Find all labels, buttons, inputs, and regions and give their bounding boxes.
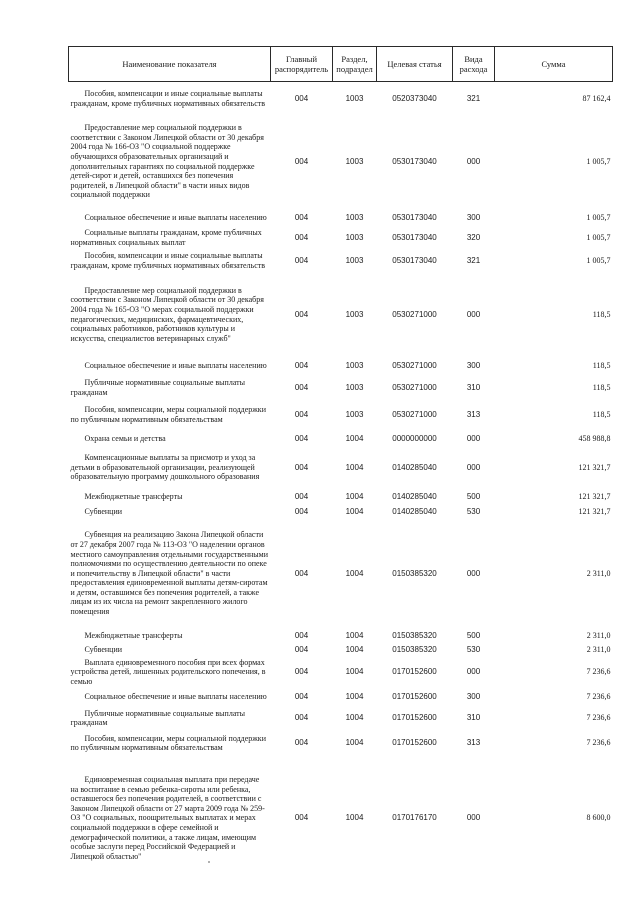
table-header-row: [69, 47, 613, 82]
table-body: [69, 82, 613, 879]
row-exp-type: 530: [466, 506, 481, 516]
row-sum: 7 236,6: [586, 738, 611, 748]
row-exp-type: 000: [466, 433, 481, 443]
row-sum: 118,5: [592, 382, 611, 392]
table-row: [69, 686, 613, 708]
row-article: 0530271000: [392, 360, 437, 370]
row-section: 1004: [345, 667, 364, 677]
header-section: Раздел, подраздел: [333, 47, 377, 82]
row-exp-type: 300: [466, 360, 481, 370]
row-admin: 004: [294, 156, 309, 166]
table-row: [69, 248, 613, 274]
table-row: [69, 506, 613, 518]
row-article: 0530173040: [392, 232, 437, 242]
row-name: Выплата единовременного пособия при всех формах устройства детей, лишенных родительского попечения, в семью: [70, 657, 266, 686]
row-exp-type: 300: [466, 692, 481, 702]
row-exp-type: 000: [466, 568, 481, 578]
header-exp-type: Вида расхода: [453, 47, 495, 82]
row-sum: 1 005,7: [586, 255, 611, 265]
row-article: 0530173040: [392, 255, 437, 265]
row-article: 0150385320: [392, 644, 437, 654]
row-article: 0530173040: [392, 212, 437, 222]
row-name: Пособия, компенсации и иные социальные выплаты гражданам, кроме публичных нормативных обязательств: [70, 250, 266, 270]
row-exp-type: 000: [466, 813, 481, 823]
row-section: 1003: [345, 212, 364, 222]
table-row: [69, 82, 613, 116]
row-section: 1004: [345, 644, 364, 654]
row-exp-type: 000: [466, 309, 481, 319]
row-article: 0530271000: [392, 409, 437, 419]
row-admin: 004: [294, 309, 309, 319]
row-section: 1003: [345, 382, 364, 392]
row-article: 0150385320: [392, 630, 437, 640]
row-article: 0520373040: [392, 93, 437, 103]
row-exp-type: 500: [466, 630, 481, 640]
row-sum: 7 236,6: [586, 667, 611, 677]
row-exp-type: 321: [466, 93, 481, 103]
table-row: [69, 488, 613, 506]
table-row: [69, 728, 613, 758]
row-sum: 2 311,0: [586, 630, 611, 640]
row-admin: 004: [294, 630, 309, 640]
table-row: [69, 400, 613, 430]
row-name: Пособия, компенсации и иные социальные выплаты гражданам, кроме публичных нормативных обязательств: [70, 89, 266, 108]
row-name: Субвенции: [84, 644, 123, 654]
row-article: 0140285040: [392, 462, 437, 472]
row-section: 1003: [345, 93, 364, 103]
row-name: Публичные нормативные социальные выплаты гражданам: [70, 708, 246, 728]
row-exp-type: 310: [466, 713, 481, 723]
row-sum: 2 311,0: [586, 568, 611, 578]
table-row: [69, 116, 613, 208]
row-admin: 004: [294, 360, 309, 370]
header-sum: Сумма: [495, 47, 613, 82]
table-row: [69, 630, 613, 642]
row-sum: 118,5: [592, 360, 611, 370]
row-name: Субвенции: [84, 506, 123, 516]
row-section: 1004: [345, 692, 364, 702]
row-sum: 458 988,8: [578, 433, 611, 443]
row-admin: 004: [294, 255, 309, 265]
row-sum: 118,5: [592, 309, 611, 319]
table-row: [69, 376, 613, 400]
scan-speck: [208, 861, 210, 863]
row-admin: 004: [294, 667, 309, 677]
row-admin: 004: [294, 409, 309, 419]
row-name: Социальное обеспечение и иные выплаты населению: [84, 360, 267, 370]
row-article: 0170152600: [392, 667, 437, 677]
row-admin: 004: [294, 382, 309, 392]
row-admin: 004: [294, 212, 309, 222]
row-admin: 004: [294, 644, 309, 654]
row-name: Пособия, компенсации, меры социальной поддержки по публичным нормативным обязательствам: [70, 733, 266, 753]
row-article: 0530173040: [392, 156, 437, 166]
row-section: 1003: [345, 409, 364, 419]
header-article: Целевая статья: [377, 47, 453, 82]
row-section: 1003: [345, 255, 364, 265]
row-section: 1004: [345, 713, 364, 723]
row-name: Компенсационные выплаты за присмотр и уход за детьми в образовательной организации, реализующей образовательную программу дошкольного образования: [70, 453, 260, 482]
header-name: Наименование показателя: [69, 47, 271, 82]
row-admin: 004: [294, 813, 309, 823]
row-exp-type: 530: [466, 644, 481, 654]
row-admin: 004: [294, 713, 309, 723]
table-row: [69, 518, 613, 630]
row-sum: 1 005,7: [586, 232, 611, 242]
row-section: 1003: [345, 360, 364, 370]
row-article: 0150385320: [392, 568, 437, 578]
row-article: 0530271000: [392, 382, 437, 392]
row-name: Межбюджетные трансферты: [84, 491, 183, 501]
row-article: 0170152600: [392, 692, 437, 702]
row-article: 0170152600: [392, 713, 437, 723]
row-name: Охрана семьи и детства: [84, 433, 166, 443]
table-row: [69, 658, 613, 687]
row-section: 1004: [345, 462, 364, 472]
table-row: [69, 448, 613, 488]
row-name: Субвенция на реализацию Закона Липецкой области от 27 декабря 2007 года № 113-ОЗ "О наделении органов местного самоуправления отдельными государственными полномочиями по осуществлению деятельности по опеке и попечительству в Липецкой области" в части предоставления единовременной выплаты детям-сиротам и детям, оставшимся без попечения родителей, а также лицам из их числа на ремонт закрепленного жилого помещения: [70, 530, 268, 617]
row-sum: 7 236,6: [586, 692, 611, 702]
row-section: 1003: [345, 156, 364, 166]
row-section: 1003: [345, 309, 364, 319]
row-exp-type: 310: [466, 382, 481, 392]
row-sum: 121 321,7: [578, 491, 611, 501]
row-admin: 004: [294, 738, 309, 748]
row-name: Социальные выплаты гражданам, кроме публичных нормативных социальных выплат: [70, 227, 262, 247]
row-sum: 121 321,7: [578, 462, 611, 472]
row-admin: 004: [294, 462, 309, 472]
row-sum: 1 005,7: [586, 156, 611, 166]
row-name: Межбюджетные трансферты: [84, 630, 183, 640]
row-exp-type: 000: [466, 667, 481, 677]
table-row: [69, 356, 613, 376]
row-name: Предоставление мер социальной поддержки в соответствии с Законом Липецкой области от 30 декабря 2004 года № 166-ОЗ "О социальной поддержке обучающихся образовательных организаций и дополнительных гарантиях по социальной поддержке детей-сирот и детей, оставшихся без попечения родителей, в Липецкой области" в части иных видов социальной поддержки: [70, 123, 264, 200]
row-exp-type: 000: [466, 156, 481, 166]
row-section: 1004: [345, 506, 364, 516]
row-admin: 004: [294, 232, 309, 242]
row-section: 1004: [345, 813, 364, 823]
row-sum: 2 311,0: [586, 644, 611, 654]
row-section: 1004: [345, 568, 364, 578]
table-row: [69, 208, 613, 228]
row-exp-type: 320: [466, 232, 481, 242]
row-article: 0170152600: [392, 738, 437, 748]
row-name: Предоставление мер социальной поддержки в соответствии с Законом Липецкой области от 30 декабря 2004 года № 165-ОЗ "О мерах социальной поддержки педагогических, медицинских, фармацевтических, социальных работников, работников культуры и искусства, специалистов ветеринарных служб": [70, 285, 264, 343]
row-article: 0140285040: [392, 506, 437, 516]
row-admin: 004: [294, 506, 309, 516]
row-exp-type: 313: [466, 738, 481, 748]
row-exp-type: 300: [466, 212, 481, 222]
table-row: [69, 228, 613, 248]
row-admin: 004: [294, 433, 309, 443]
row-name: Социальное обеспечение и иные выплаты населению: [84, 692, 267, 702]
table-row: [69, 758, 613, 878]
row-exp-type: 000: [466, 462, 481, 472]
row-exp-type: 321: [466, 255, 481, 265]
budget-table: [68, 46, 613, 878]
row-exp-type: 313: [466, 409, 481, 419]
table-row: [69, 708, 613, 728]
row-name: Социальное обеспечение и иные выплаты населению: [84, 212, 267, 222]
row-admin: 004: [294, 93, 309, 103]
row-name: Единовременная социальная выплата при передаче на воспитание в семью ребенка-сироты или ребенка, оставшегося без попечения родителей, в соответствии с Законом Липецкой области от 27 марта 2009 года № 259-ОЗ "О социальных, поощрительных выплатах и мерах социальной поддержки в сфере семейной и демографической политики, а также лицам, имеющим особые заслуги перед Российской Федерацией и Липецкой областью": [70, 775, 265, 861]
row-section: 1004: [345, 491, 364, 501]
row-section: 1004: [345, 630, 364, 640]
row-sum: 87 162,4: [582, 93, 611, 103]
row-section: 1004: [345, 738, 364, 748]
row-admin: 004: [294, 568, 309, 578]
row-sum: 7 236,6: [586, 713, 611, 723]
row-name: Пособия, компенсации, меры социальной поддержки по публичным нормативным обязательствам: [70, 404, 266, 424]
row-sum: 118,5: [592, 409, 611, 419]
row-article: 0140285040: [392, 491, 437, 501]
row-exp-type: 500: [466, 491, 481, 501]
table-row: [69, 274, 613, 356]
row-article: 0530271000: [392, 309, 437, 319]
table-row: [69, 430, 613, 448]
row-sum: 121 321,7: [578, 506, 611, 516]
row-sum: 8 600,0: [586, 813, 611, 823]
row-admin: 004: [294, 692, 309, 702]
table-row: [69, 642, 613, 658]
row-section: 1003: [345, 232, 364, 242]
row-sum: 1 005,7: [586, 212, 611, 222]
row-admin: 004: [294, 491, 309, 501]
row-name: Публичные нормативные социальные выплаты гражданам: [70, 377, 246, 397]
row-section: 1004: [345, 433, 364, 443]
header-admin: Главный распорядитель: [271, 47, 333, 82]
row-article: 0000000000: [392, 433, 437, 443]
row-article: 0170176170: [392, 813, 437, 823]
